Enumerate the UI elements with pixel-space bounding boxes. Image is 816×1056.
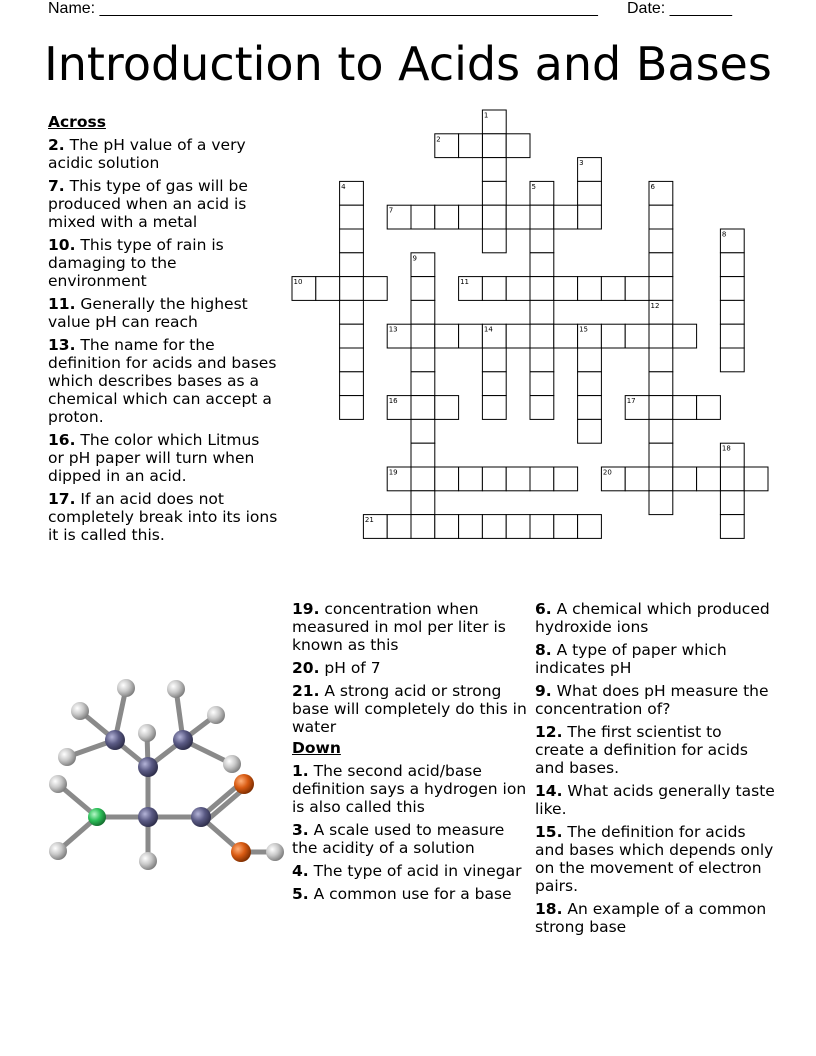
date-field[interactable]: Date: _______ [627, 0, 732, 17]
crossword-cell[interactable] [554, 205, 578, 229]
crossword-cell[interactable] [720, 300, 744, 324]
clue-number: 12. [535, 723, 563, 741]
crossword-cell[interactable] [649, 229, 673, 253]
crossword-cell[interactable] [411, 205, 435, 229]
crossword-cell[interactable] [340, 181, 364, 205]
clue-number: 11. [48, 295, 76, 313]
crossword-cell[interactable] [720, 229, 744, 253]
crossword-cell[interactable] [363, 277, 387, 301]
cell-number: 7 [388, 206, 394, 215]
clue-text: The pH value of a very acidic solution [48, 136, 246, 172]
clue-across-11 [48, 295, 280, 331]
crossword-cell[interactable] [411, 443, 435, 467]
cell-number: 17 [626, 397, 636, 406]
crossword-cell[interactable] [530, 467, 554, 491]
hydrogen-atom [138, 724, 156, 742]
crossword-cell[interactable] [720, 515, 744, 539]
hydrogen-atom [58, 748, 76, 766]
cell-number: 13 [388, 325, 398, 334]
clue-column-1 [48, 113, 280, 549]
crossword-cell[interactable] [649, 372, 673, 396]
clue-down-9 [535, 682, 775, 718]
clue-text: The first scientist to create a definition for acids and bases. [535, 723, 748, 777]
crossword-cell[interactable] [506, 324, 530, 348]
crossword-cell[interactable] [482, 229, 506, 253]
crossword-cell[interactable] [744, 467, 768, 491]
crossword-cell[interactable] [649, 491, 673, 515]
crossword-cell[interactable] [720, 277, 744, 301]
crossword-cell[interactable] [625, 324, 649, 348]
crossword-cell[interactable] [340, 396, 364, 420]
crossword-cell[interactable] [578, 158, 602, 182]
clue-number: 20. [292, 659, 320, 677]
carbon-atom [191, 807, 211, 827]
clue-down-18 [535, 900, 775, 936]
hydrogen-atom [71, 702, 89, 720]
crossword-cell[interactable] [411, 324, 435, 348]
clue-down-14 [535, 782, 775, 818]
crossword-cell[interactable] [578, 515, 602, 539]
clue-text: The definition for acids and bases which depends only on the movement of electron pairs. [535, 823, 774, 895]
crossword-cell[interactable] [411, 467, 435, 491]
crossword-cell[interactable] [530, 300, 554, 324]
cell-number: 3 [579, 159, 584, 168]
clue-number: 21. [292, 682, 320, 700]
crossword-cell[interactable] [411, 348, 435, 372]
crossword-cell[interactable] [387, 467, 411, 491]
crossword-cell[interactable] [649, 253, 673, 277]
crossword-cell[interactable] [459, 205, 483, 229]
clue-text: A type of paper which indicates pH [535, 641, 727, 677]
crossword-cell[interactable] [649, 419, 673, 443]
carbon-atom [138, 757, 158, 777]
clue-number: 6. [535, 600, 552, 618]
crossword-cell[interactable] [459, 134, 483, 158]
crossword-cell[interactable] [435, 205, 459, 229]
crossword-cell[interactable] [482, 324, 506, 348]
crossword-cell[interactable] [340, 300, 364, 324]
crossword-cell[interactable] [530, 515, 554, 539]
clue-number: 13. [48, 336, 76, 354]
crossword-cell[interactable] [459, 277, 483, 301]
crossword-cell[interactable] [435, 467, 459, 491]
clue-text: Generally the highest value pH can reach [48, 295, 248, 331]
crossword-cell[interactable] [387, 515, 411, 539]
clue-down-6 [535, 600, 775, 636]
crossword-cell[interactable] [554, 515, 578, 539]
cell-number: 19 [388, 468, 398, 477]
crossword-cell[interactable] [316, 277, 340, 301]
crossword-cell[interactable] [697, 396, 721, 420]
clue-down-4 [292, 862, 528, 880]
cell-number: 9 [412, 254, 417, 263]
clue-number: 15. [535, 823, 563, 841]
crossword-cell[interactable] [506, 277, 530, 301]
crossword-cell[interactable] [625, 467, 649, 491]
crossword-cell[interactable] [482, 181, 506, 205]
crossword-cell[interactable] [340, 229, 364, 253]
crossword-cell[interactable] [578, 419, 602, 443]
clue-text: If an acid does not completely break into its ions it is called this. [48, 490, 278, 544]
crossword-cell[interactable] [411, 419, 435, 443]
clue-number: 9. [535, 682, 552, 700]
crossword-cell[interactable] [340, 253, 364, 277]
molecule-illustration [40, 670, 290, 870]
crossword-cell[interactable] [578, 396, 602, 420]
name-field[interactable]: Name: ________________________________________________________ [48, 0, 598, 17]
cell-number: 11 [460, 278, 470, 287]
crossword-cell[interactable] [482, 158, 506, 182]
clue-column-3 [535, 600, 775, 941]
crossword-cell[interactable] [649, 277, 673, 301]
hydrogen-atom [49, 775, 67, 793]
crossword-cell[interactable] [506, 467, 530, 491]
hydrogen-atom [207, 706, 225, 724]
crossword-cell[interactable] [530, 181, 554, 205]
hydrogen-atom [266, 843, 284, 861]
clue-text: A common use for a base [313, 885, 512, 903]
cell-number: 5 [531, 182, 536, 191]
crossword-cell[interactable] [720, 491, 744, 515]
clue-number: 5. [292, 885, 309, 903]
crossword-cell[interactable] [411, 372, 435, 396]
crossword-cell[interactable] [506, 134, 530, 158]
crossword-cell[interactable] [578, 348, 602, 372]
clue-number: 19. [292, 600, 320, 618]
crossword-cell[interactable] [482, 467, 506, 491]
clue-text: The color which Litmus or pH paper will turn when dipped in an acid. [48, 431, 260, 485]
crossword-cell[interactable] [720, 467, 744, 491]
clue-across-19 [292, 600, 528, 654]
clue-number: 17. [48, 490, 76, 508]
crossword-cell[interactable] [482, 348, 506, 372]
clue-down-3 [292, 821, 528, 857]
clue-across-2 [48, 136, 280, 172]
crossword-cell[interactable] [530, 324, 554, 348]
clue-across-7 [48, 177, 280, 231]
crossword-cell[interactable] [530, 396, 554, 420]
crossword-cell[interactable] [649, 348, 673, 372]
hydrogen-atom [223, 755, 241, 773]
cell-number: 2 [436, 135, 441, 144]
clue-text: concentration when measured in mol per liter is known as this [292, 600, 506, 654]
cell-number: 15 [579, 325, 589, 334]
crossword-cell[interactable] [482, 515, 506, 539]
hydrogen-atom [139, 852, 157, 870]
cell-number: 1 [483, 111, 489, 120]
crossword-cell[interactable] [411, 253, 435, 277]
clue-text: A chemical which produced hydroxide ions [535, 600, 770, 636]
crossword-cell[interactable] [554, 277, 578, 301]
clue-number: 3. [292, 821, 309, 839]
crossword-cell[interactable] [459, 467, 483, 491]
crossword-cell[interactable] [649, 181, 673, 205]
clue-text: The second acid/base definition says a hydrogen ion is also called this [292, 762, 527, 816]
clue-number: 18. [535, 900, 563, 918]
crossword-cell[interactable] [411, 491, 435, 515]
crossword-cell[interactable] [649, 467, 673, 491]
crossword-cell[interactable] [649, 324, 673, 348]
cell-number: 8 [721, 230, 727, 239]
clue-number: 14. [535, 782, 563, 800]
crossword-cell[interactable] [673, 467, 697, 491]
clue-down-15 [535, 823, 775, 895]
crossword-cell[interactable] [578, 181, 602, 205]
page-title: Introduction to Acids and Bases [44, 37, 772, 91]
clue-text: This type of gas will be produced when an acid is mixed with a metal [48, 177, 248, 231]
crossword-cell[interactable] [482, 110, 506, 134]
hydrogen-atom [49, 842, 67, 860]
crossword-cell[interactable] [435, 134, 459, 158]
crossword-cell[interactable] [363, 515, 387, 539]
crossword-cell[interactable] [482, 396, 506, 420]
clue-text: What acids generally taste like. [535, 782, 775, 818]
crossword-cell[interactable] [578, 277, 602, 301]
cell-number: 12 [650, 301, 660, 310]
crossword-cell[interactable] [578, 372, 602, 396]
crossword-cell[interactable] [411, 515, 435, 539]
clue-text: The type of acid in vinegar [313, 862, 522, 880]
crossword-cell[interactable] [387, 324, 411, 348]
cell-number: 20 [602, 468, 612, 477]
down-heading: Down [292, 739, 341, 757]
clue-number: 4. [292, 862, 309, 880]
cell-number: 4 [341, 182, 346, 191]
crossword-cell[interactable] [340, 205, 364, 229]
crossword-cell[interactable] [411, 396, 435, 420]
crossword-cell[interactable] [530, 229, 554, 253]
carbon-atom [138, 807, 158, 827]
across-heading: Across [48, 113, 106, 131]
crossword-cell[interactable] [340, 324, 364, 348]
crossword-cell[interactable] [578, 205, 602, 229]
crossword-cell[interactable] [340, 348, 364, 372]
cell-number: 6 [650, 182, 655, 191]
crossword-cell[interactable] [387, 396, 411, 420]
clue-text: What does pH measure the concentration of? [535, 682, 769, 718]
crossword-cell[interactable] [435, 515, 459, 539]
crossword-cell[interactable] [482, 134, 506, 158]
crossword-cell[interactable] [482, 372, 506, 396]
crossword-cell[interactable] [720, 324, 744, 348]
crossword-cell[interactable] [720, 253, 744, 277]
crossword-cell[interactable] [482, 277, 506, 301]
crossword-cell[interactable] [411, 300, 435, 324]
crossword-cell[interactable] [530, 205, 554, 229]
crossword-cell[interactable] [340, 277, 364, 301]
crossword-cell[interactable] [625, 277, 649, 301]
crossword-cell[interactable] [435, 324, 459, 348]
oxygen-atom [234, 774, 254, 794]
crossword-cell[interactable] [673, 396, 697, 420]
clue-text: A strong acid or strong base will completely do this in water [292, 682, 527, 736]
crossword-cell[interactable] [601, 324, 625, 348]
crossword-cell[interactable] [411, 277, 435, 301]
hydrogen-atom [167, 680, 185, 698]
cell-number: 10 [293, 278, 303, 287]
cell-number: 16 [388, 397, 398, 406]
clue-across-10 [48, 236, 280, 290]
crossword-cell[interactable] [720, 348, 744, 372]
clue-number: 16. [48, 431, 76, 449]
clue-across-17 [48, 490, 280, 544]
crossword-cell[interactable] [506, 205, 530, 229]
clue-across-20 [292, 659, 528, 677]
clue-text: pH of 7 [324, 659, 381, 677]
clue-across-13 [48, 336, 280, 426]
crossword-cell[interactable] [292, 277, 316, 301]
clue-column-2 [292, 600, 528, 908]
clue-text: An example of a common strong base [535, 900, 767, 936]
crossword-cell[interactable] [649, 300, 673, 324]
crossword-cell[interactable] [482, 205, 506, 229]
crossword-cell[interactable] [459, 324, 483, 348]
clue-down-12 [535, 723, 775, 777]
clue-number: 10. [48, 236, 76, 254]
clue-down-5 [292, 885, 528, 903]
clue-down-1 [292, 762, 528, 816]
crossword-cell[interactable] [649, 396, 673, 420]
clue-text: This type of rain is damaging to the environment [48, 236, 224, 290]
crossword-cell[interactable] [530, 277, 554, 301]
crossword-cell[interactable] [340, 372, 364, 396]
clue-number: 2. [48, 136, 65, 154]
crossword-cell[interactable] [578, 324, 602, 348]
crossword-cell[interactable] [601, 467, 625, 491]
crossword-cell[interactable] [697, 467, 721, 491]
crossword-cell[interactable] [649, 443, 673, 467]
crossword-cell[interactable] [506, 515, 530, 539]
crossword-cell[interactable] [530, 253, 554, 277]
cell-number: 21 [364, 516, 374, 525]
clue-across-16 [48, 431, 280, 485]
crossword-cell[interactable] [601, 277, 625, 301]
oxygen-atom [231, 842, 251, 862]
carbon-atom [173, 730, 193, 750]
crossword-cell[interactable] [387, 205, 411, 229]
clue-text: The name for the definition for acids and bases which describes bases as a chemical which can accept a proton. [48, 336, 277, 426]
crossword-cell[interactable] [435, 396, 459, 420]
hydrogen-atom [117, 679, 135, 697]
clue-across-21 [292, 682, 528, 736]
clue-number: 1. [292, 762, 309, 780]
crossword-cell[interactable] [530, 372, 554, 396]
clue-text: A scale used to measure the acidity of a solution [292, 821, 505, 857]
clue-number: 8. [535, 641, 552, 659]
crossword-cell[interactable] [459, 515, 483, 539]
crossword-cell[interactable] [649, 205, 673, 229]
crossword-cell[interactable] [673, 324, 697, 348]
clue-down-8 [535, 641, 775, 677]
crossword-cell[interactable] [554, 467, 578, 491]
crossword-cell[interactable] [720, 443, 744, 467]
cell-number: 18 [721, 444, 731, 453]
clue-number: 7. [48, 177, 65, 195]
nitrogen-atom [88, 808, 106, 826]
crossword-cell[interactable] [554, 324, 578, 348]
crossword-cell[interactable] [530, 348, 554, 372]
cell-number: 14 [483, 325, 493, 334]
crossword-cell[interactable] [625, 396, 649, 420]
carbon-atom [105, 730, 125, 750]
